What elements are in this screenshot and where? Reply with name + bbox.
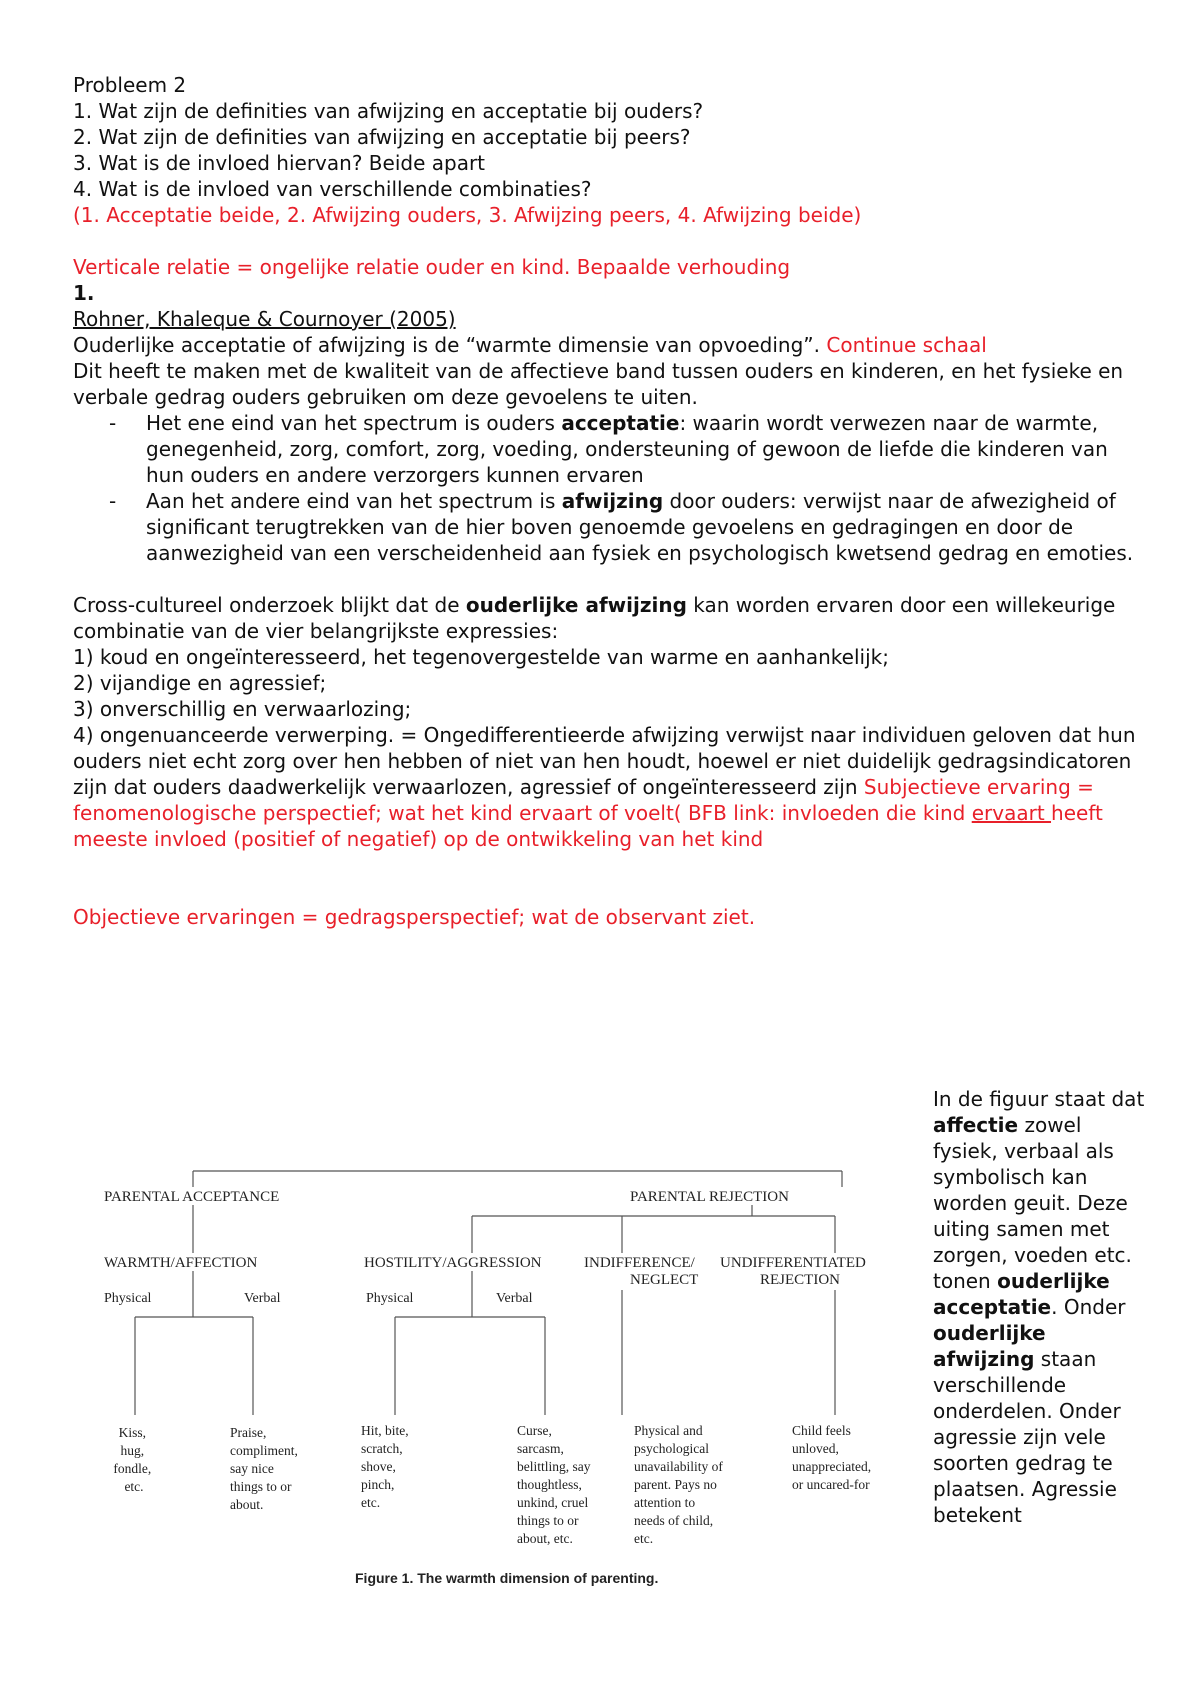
label-warmth-affection: WARMTH/AFFECTION	[104, 1255, 258, 1271]
bullet-text: Aan het andere eind van het spectrum is	[146, 489, 562, 513]
question-4: 4. Wat is de invloed van verschillende combinaties?	[73, 177, 592, 201]
leaf-unavailability: Physical and psychological unavailability of parent. Pays no attention to needs of child, etc.	[634, 1423, 723, 1546]
bullet-acceptance	[73, 410, 1143, 488]
bullet-bold-term: acceptatie	[561, 411, 680, 435]
label-parental-rejection: PARENTAL REJECTION	[630, 1189, 789, 1205]
bullet-dash: -	[109, 411, 117, 435]
label-verbal: Verbal	[244, 1291, 281, 1306]
label-hostility-aggression: HOSTILITY/AGGRESSION	[364, 1255, 542, 1271]
label-neglect: NEGLECT	[630, 1272, 699, 1288]
bullet-text: door ouders: verwijst naar de afwezigheid of significant terugtrekken van de hier boven genoemde gevoelens en gedragingen en door de aanwezigheid van een verscheidenheid aan fysiek en psychologisch kwetsend gedrag en emoties.	[146, 489, 1134, 565]
label-indifference: INDIFFERENCE/	[584, 1255, 695, 1271]
leaf-hit: Hit, bite, scratch, shove, pinch, etc.	[361, 1423, 409, 1510]
bullet-text: : waarin wordt verwezen naar de warmte, genegenheid, zorg, comfort, zorg, voeding, ondersteuning of gewoon de liefde die kinderen van hun ouders en andere verzorgers kunnen ervaren	[146, 411, 1108, 487]
subjective-underlined: ervaart	[971, 801, 1052, 825]
leaf-curse: Curse, sarcasm, belittling, say thoughtless, unkind, cruel things to or about, etc.	[517, 1423, 591, 1546]
label-rejection: REJECTION	[760, 1272, 840, 1288]
definition-detail: Dit heeft te maken met de kwaliteit van de affectieve band tussen ouders en kinderen, en het fysieke en verbale gedrag ouders gebruiken om deze gevoelens te uiten.	[73, 359, 1124, 409]
bullet-rejection	[73, 488, 1143, 566]
definition-paragraph	[73, 332, 1143, 358]
expression-item: 3) onverschillig en verwaarlozing;	[73, 697, 412, 721]
document-title: Probleem 2	[73, 73, 187, 97]
sidebar-note	[933, 1086, 1148, 1528]
sidebar-bold-term: ouderlijke afwijzing	[933, 1321, 1046, 1371]
sidebar-bold-term: ouderlijke acceptatie	[933, 1269, 1110, 1319]
item4-text: 4) ongenuanceerde verwerping. = Ongedifferentieerde afwijzing verwijst naar individuen geloven dat hun ouders niet echt zorg over hen hebben of niet van hen houdt, hoewel er niet duidelijk gedragsindicatoren zijn dat ouders daadwerkelijk verwaarlozen, agressief of ongeïnteresseerd zijn	[73, 723, 1136, 799]
reference: Rohner, Khaleque & Cournoyer (2005)	[73, 307, 456, 331]
intro-text: Cross-cultureel onderzoek blijkt dat de	[73, 593, 466, 617]
label-undifferentiated: UNDIFFERENTIATED	[720, 1255, 866, 1271]
figure-caption: Figure 1. The warmth dimension of parenting.	[355, 1570, 659, 1586]
label-physical: Physical	[366, 1291, 414, 1306]
label-parental-acceptance: PARENTAL ACCEPTANCE	[104, 1189, 280, 1205]
continuous-scale-note: Continue schaal	[826, 333, 987, 357]
expression-item: 1) koud en ongeïnteresseerd, het tegenovergestelde van warme en aanhankelijk;	[73, 645, 889, 669]
bullet-dash: -	[109, 489, 117, 513]
bullet-bold-term: afwijzing	[561, 489, 664, 513]
sidebar-text: In de figuur staat dat	[933, 1087, 1145, 1111]
objective-note: Objectieve ervaringen = gedragsperspectief; wat de observant ziet.	[73, 905, 756, 929]
document-body	[73, 72, 1143, 930]
subjective-note-end: heeft meeste invloed (positief of negatief) op de ontwikkeling van het kind	[73, 801, 1103, 851]
spacer	[73, 852, 1143, 878]
sidebar-bold-term: affectie	[933, 1113, 1019, 1137]
combinations-note: (1. Acceptatie beide, 2. Afwijzing ouders, 3. Afwijzing peers, 4. Afwijzing beide)	[73, 203, 862, 227]
intro-text: kan worden ervaren door een willekeurige combinatie van de vier belangrijkste expressies:	[73, 593, 1116, 643]
bullet-text: Het ene eind van het spectrum is ouders	[146, 411, 562, 435]
warmth-dimension-figure	[90, 1075, 906, 1615]
figure-leaves	[113, 1423, 874, 1546]
expression-item-4	[73, 722, 1143, 852]
expression-item: 2) vijandige en agressief;	[73, 671, 327, 695]
sidebar-text: staan verschillende onderdelen. Onder agressie zijn vele soorten gedrag te plaatsen. Agressie betekent	[933, 1347, 1121, 1527]
figure-connectors	[135, 1171, 842, 1415]
leaf-child-feels: Child feels unloved, unappreciated, or uncared-for	[792, 1423, 872, 1492]
intro-bold-term: ouderlijke afwijzing	[465, 593, 687, 617]
vertical-relation-note: Verticale relatie = ongelijke relatie ouder en kind. Bepaalde verhouding	[73, 255, 791, 279]
sidebar-text: . Onder	[1051, 1295, 1126, 1319]
label-physical: Physical	[104, 1291, 152, 1306]
question-2: 2. Wat zijn de definities van afwijzing en acceptatie bij peers?	[73, 125, 691, 149]
definition-text: Ouderlijke acceptatie of afwijzing is de “warmte dimensie van opvoeding”.	[73, 333, 821, 357]
cross-cultural-intro	[73, 592, 1143, 644]
sidebar-text: zowel fysiek, verbaal als symbolisch kan worden geuit. Deze uiting samen met zorgen, voeden etc. tonen	[933, 1113, 1132, 1293]
question-1: 1. Wat zijn de definities van afwijzing en acceptatie bij ouders?	[73, 99, 704, 123]
section-number: 1.	[73, 281, 95, 305]
leaf-kiss: Kiss, hug, fondle, etc.	[113, 1425, 152, 1494]
spacer	[73, 566, 1143, 592]
figure-diagram	[90, 1075, 906, 1615]
spacer	[73, 878, 1143, 904]
subjective-note: Subjectieve ervaring = fenomenologische perspectief; wat het kind ervaart of voelt( BFB link: invloeden die kind	[73, 775, 1094, 825]
spacer	[73, 228, 1143, 254]
label-verbal: Verbal	[496, 1291, 533, 1306]
leaf-praise: Praise, compliment, say nice things to or about.	[230, 1425, 298, 1512]
question-3: 3. Wat is de invloed hiervan? Beide apart	[73, 151, 486, 175]
